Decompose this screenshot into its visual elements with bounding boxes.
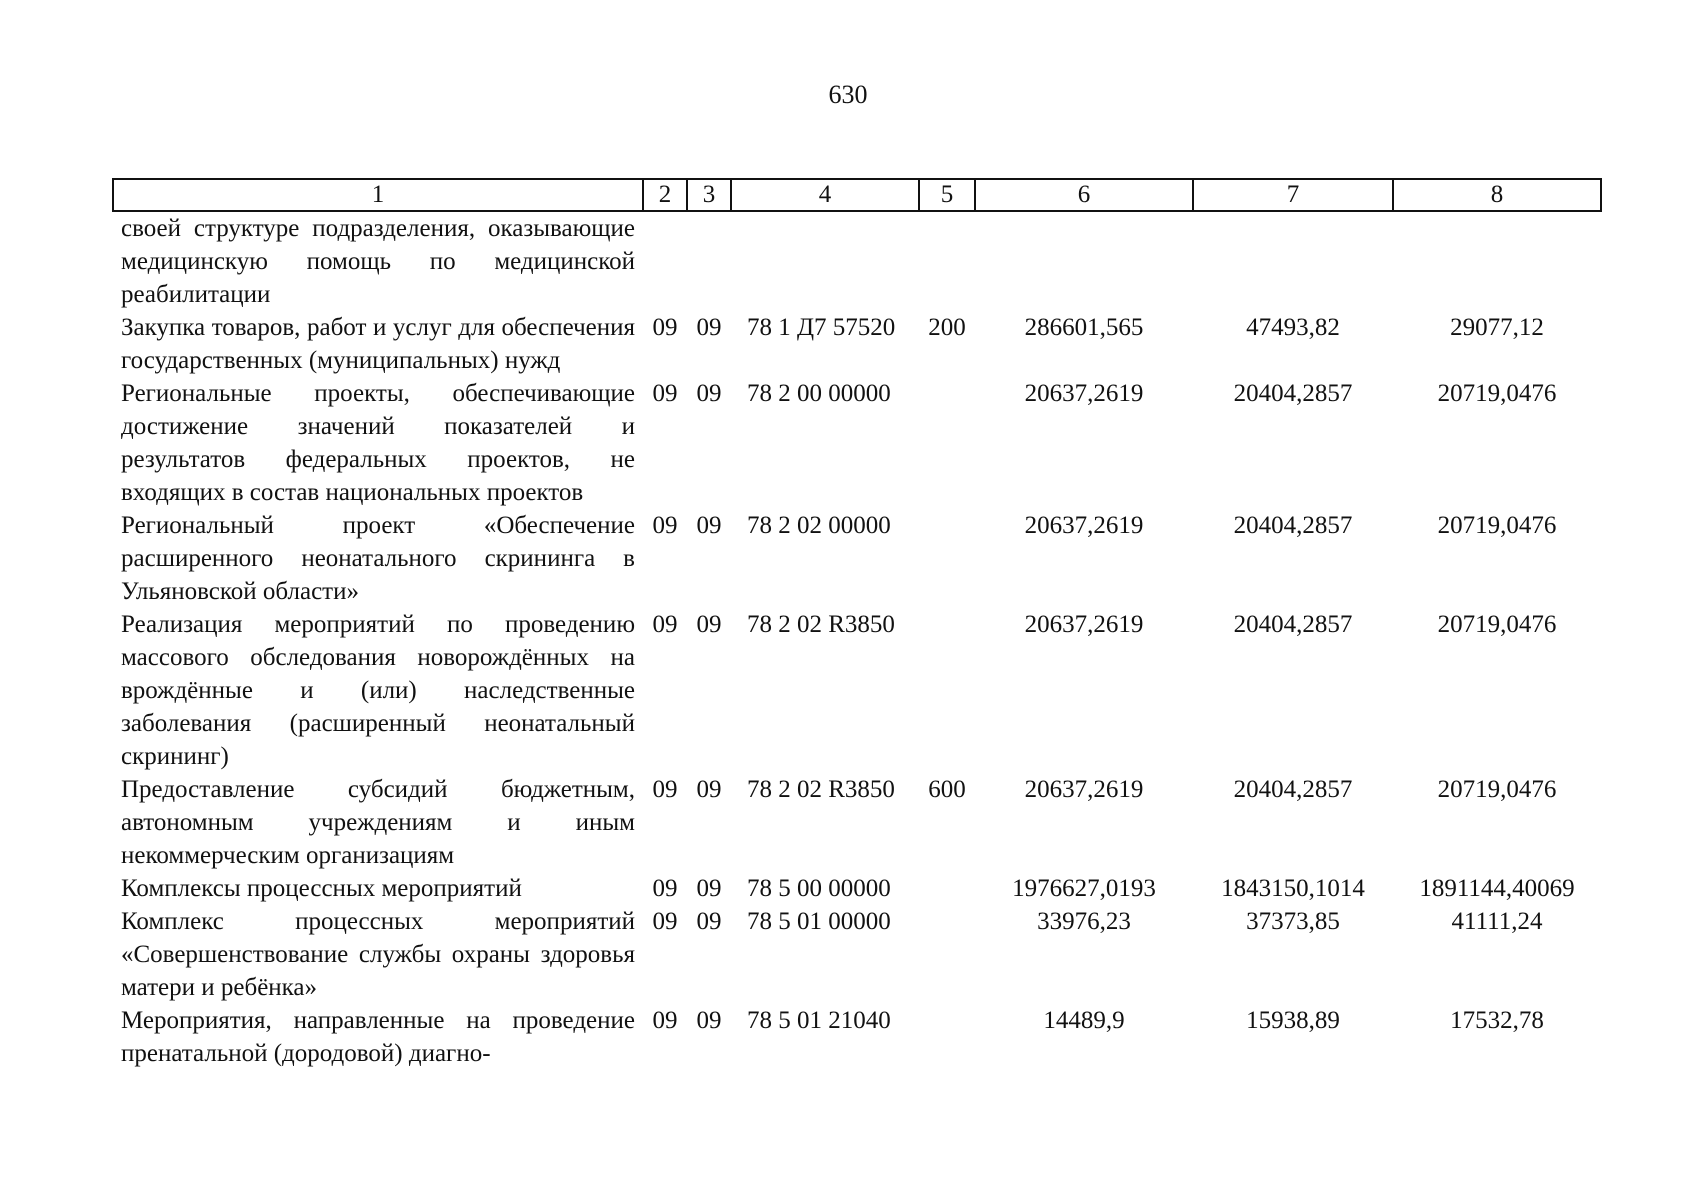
cell-section: 09 (652, 314, 678, 341)
cell-amount-6: 286601,565 (1024, 314, 1144, 341)
cell-section: 09 (652, 512, 678, 539)
row-name: Предоставление субсидий бюджетным, автономным учреждениям и иным некоммерческим организациям (121, 776, 635, 869)
cell-amount-8: 1891144,40069 (1419, 875, 1575, 902)
row-name: Комплекс процессных мероприятий «Совершенствование службы охраны здоровья матери и ребёнка» (121, 908, 635, 1001)
table-row (113, 872, 1601, 905)
cell-subsection: 09 (696, 1007, 722, 1034)
table-row (113, 905, 1601, 1004)
table-row (113, 773, 1601, 872)
budget-table (112, 178, 1602, 1070)
cell-amount-6: 14489,9 (1043, 1007, 1125, 1034)
column-header: 2 (643, 179, 687, 211)
row-name: Реализация мероприятий по проведению массового обследования новорождённых на врождённые и (или) наследственные заболевания (расширенный неонатальный скрининг) (121, 611, 635, 770)
table-row (113, 377, 1601, 509)
cell-expense-type (919, 211, 975, 311)
cell-amount-8 (1393, 211, 1601, 311)
column-header: 1 (113, 179, 643, 211)
cell-target-code: 78 2 02 R3850 (747, 776, 895, 803)
cell-amount-7: 20404,2857 (1233, 380, 1353, 407)
cell-amount-8: 29077,12 (1450, 314, 1544, 341)
column-header: 5 (919, 179, 975, 211)
cell-amount-6: 1976627,0193 (1012, 875, 1156, 902)
cell-section: 09 (652, 875, 678, 902)
column-header: 4 (731, 179, 919, 211)
cell-amount-8: 20719,0476 (1437, 776, 1557, 803)
column-header: 8 (1393, 179, 1601, 211)
row-name: Мероприятия, направленные на проведение пренатальной (дородовой) диагно- (121, 1007, 635, 1067)
cell-amount-8: 20719,0476 (1437, 380, 1557, 407)
cell-subsection: 09 (696, 875, 722, 902)
row-name: Региональные проекты, обеспечивающие достижение значений показателей и результатов федеральных проектов, не входящих в состав национальных проектов (121, 380, 635, 506)
page-number: 630 (828, 80, 868, 109)
cell-section: 09 (652, 776, 678, 803)
cell-expense-type (919, 905, 975, 1004)
cell-amount-8: 41111,24 (1451, 908, 1543, 935)
table-row (113, 211, 1601, 311)
cell-amount-7 (1193, 211, 1393, 311)
cell-amount-6: 20637,2619 (1024, 380, 1144, 407)
cell-amount-6: 20637,2619 (1024, 611, 1144, 638)
cell-section (643, 211, 687, 311)
cell-expense-type: 200 (928, 314, 966, 341)
cell-section: 09 (652, 1007, 678, 1034)
row-name: Комплексы процессных мероприятий (121, 875, 522, 902)
cell-subsection: 09 (696, 776, 722, 803)
table-row (113, 509, 1601, 608)
cell-expense-type (919, 608, 975, 773)
cell-amount-6 (975, 211, 1193, 311)
cell-subsection: 09 (696, 512, 722, 539)
column-header: 6 (975, 179, 1193, 211)
cell-target-code (731, 211, 919, 311)
cell-amount-6: 20637,2619 (1024, 776, 1144, 803)
cell-subsection: 09 (696, 314, 722, 341)
cell-amount-7: 20404,2857 (1233, 512, 1353, 539)
column-header: 3 (687, 179, 731, 211)
table-row (113, 1004, 1601, 1070)
cell-target-code: 78 5 00 00000 (747, 875, 891, 902)
cell-amount-7: 15938,89 (1246, 1007, 1340, 1034)
header-row (113, 179, 1601, 211)
row-name: Региональный проект «Обеспечение расширенного неонатального скрининга в Ульяновской области» (121, 512, 635, 605)
cell-subsection: 09 (696, 380, 722, 407)
cell-amount-6: 33976,23 (1037, 908, 1131, 935)
column-header: 7 (1193, 179, 1393, 211)
cell-target-code: 78 5 01 21040 (747, 1007, 891, 1034)
cell-target-code: 78 2 00 00000 (747, 380, 891, 407)
row-name: своей структуре подразделения, оказывающие медицинскую помощь по медицинской реабилитации (121, 215, 635, 308)
cell-amount-8: 20719,0476 (1437, 611, 1557, 638)
cell-expense-type (919, 1004, 975, 1070)
cell-subsection: 09 (696, 611, 722, 638)
cell-amount-6: 20637,2619 (1024, 512, 1144, 539)
cell-amount-7: 1843150,1014 (1221, 875, 1365, 902)
cell-subsection: 09 (696, 908, 722, 935)
cell-target-code: 78 1 Д7 57520 (747, 314, 896, 341)
cell-target-code: 78 2 02 R3850 (747, 611, 895, 638)
cell-section: 09 (652, 380, 678, 407)
cell-expense-type: 600 (928, 776, 966, 803)
cell-expense-type (919, 377, 975, 509)
cell-section: 09 (652, 908, 678, 935)
cell-amount-8: 20719,0476 (1437, 512, 1557, 539)
cell-target-code: 78 5 01 00000 (747, 908, 891, 935)
cell-amount-7: 20404,2857 (1233, 776, 1353, 803)
row-name: Закупка товаров, работ и услуг для обеспечения государственных (муниципальных) нужд (121, 314, 635, 374)
table-row (113, 311, 1601, 377)
cell-expense-type (919, 509, 975, 608)
cell-amount-7: 37373,85 (1246, 908, 1340, 935)
cell-amount-8: 17532,78 (1450, 1007, 1544, 1034)
cell-section: 09 (652, 611, 678, 638)
cell-amount-7: 47493,82 (1246, 314, 1340, 341)
cell-amount-7: 20404,2857 (1233, 611, 1353, 638)
cell-expense-type (919, 872, 975, 905)
cell-subsection (687, 211, 731, 311)
cell-target-code: 78 2 02 00000 (747, 512, 891, 539)
table-row (113, 608, 1601, 773)
